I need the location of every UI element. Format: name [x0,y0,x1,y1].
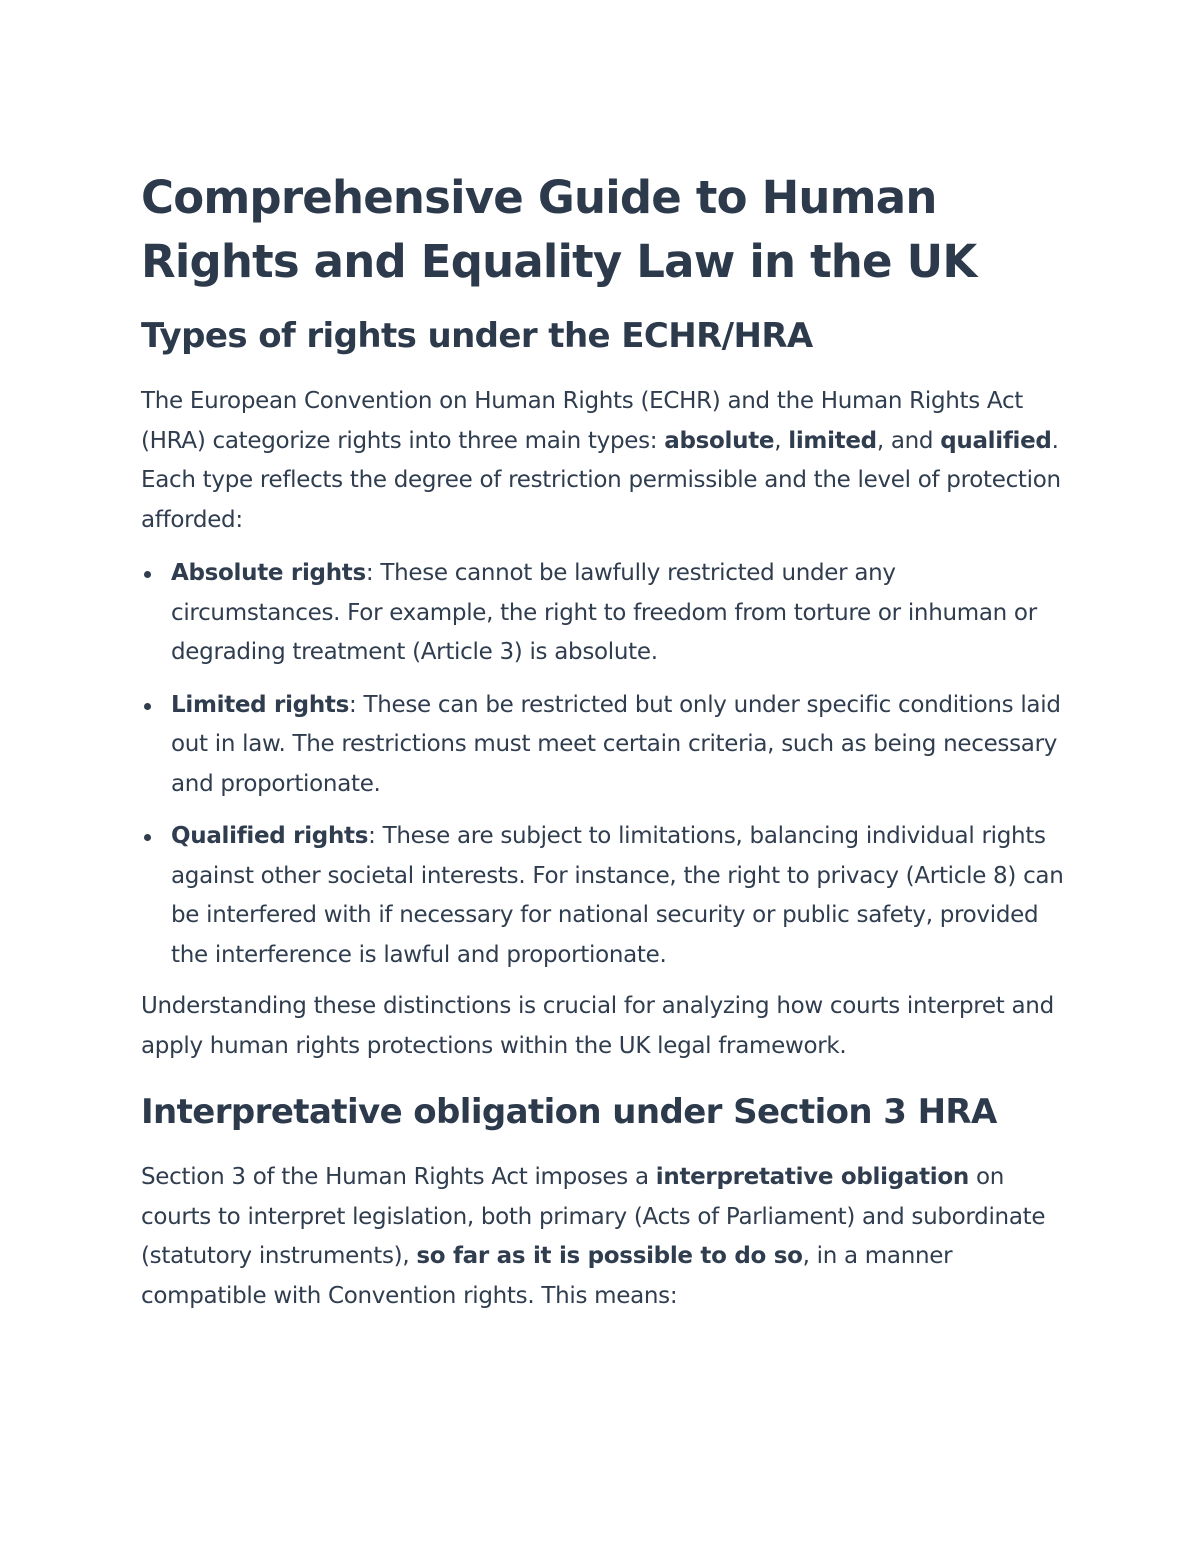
s3-text-2: on courts to interpret legislation, both primary (Acts of Parliament) and subordinate (statutory instruments), [141,1164,1046,1269]
bullet-icon [144,703,151,710]
term-qualified: qualified [940,427,1052,454]
bullet-icon [144,834,151,841]
s3-text-1: Section 3 of the Human Rights Act imposes a [141,1164,656,1190]
list-item-text: : These cannot be lawfully restricted under any circumstances. For example, the right to freedom from torture or inhuman or degrading treatment (Article 3) is absolute. [171,560,1037,665]
bullet-icon [144,571,151,578]
term-limited: limited [788,427,877,454]
section3-paragraph [141,1158,1071,1316]
document-page [141,166,1071,1316]
rights-types-list [141,554,1071,975]
list-item-term: Qualified rights [171,823,369,849]
term-interpretative-obligation: interpretative obligation [655,1164,969,1190]
term-so-far-as-possible: so far as it is possible to do so [416,1243,803,1269]
list-item-limited-rights [141,686,1071,805]
intro-text-2: , [774,427,789,454]
closing-paragraph: Understanding these distinctions is crucial for analyzing how courts interpret and apply human rights protections within the UK legal framework. [141,993,1054,1059]
section-heading-types-of-rights: Types of rights under the ECHR/HRA [141,316,813,356]
document-title: Comprehensive Guide to Human Rights and Equality Law in the UK [141,171,977,288]
list-item-text: : These are subject to limitations, balancing individual rights against other societal interests. For instance, the right to privacy (Article 8) can be interfered with if necessary for national security or public safety, provided the interference is lawful and proportionate. [171,823,1064,968]
list-item-qualified-rights [141,817,1071,975]
intro-text-4: . Each type reflects the degree of restriction permissible and the level of protection afforded: [141,427,1061,533]
list-item-term: Limited rights [171,691,350,718]
list-item-text: : These can be restricted but only under specific conditions laid out in law. The restrictions must meet certain criteria, such as being necessary and proportionate. [171,691,1061,797]
section-heading-interpretative-obligation: Interpretative obligation under Section 3 HRA [141,1092,997,1132]
intro-text-3: , and [876,427,941,454]
s3-text-3: , in a manner compatible with Convention rights. This means: [141,1243,953,1309]
term-absolute: absolute [664,427,775,454]
intro-text-1: The European Convention on Human Rights (ECHR) and the Human Rights Act (HRA) categorize rights into three main types: [141,388,1024,454]
intro-paragraph [141,382,1071,540]
list-item-absolute-rights [141,554,1071,673]
list-item-term: Absolute rights [171,560,366,586]
